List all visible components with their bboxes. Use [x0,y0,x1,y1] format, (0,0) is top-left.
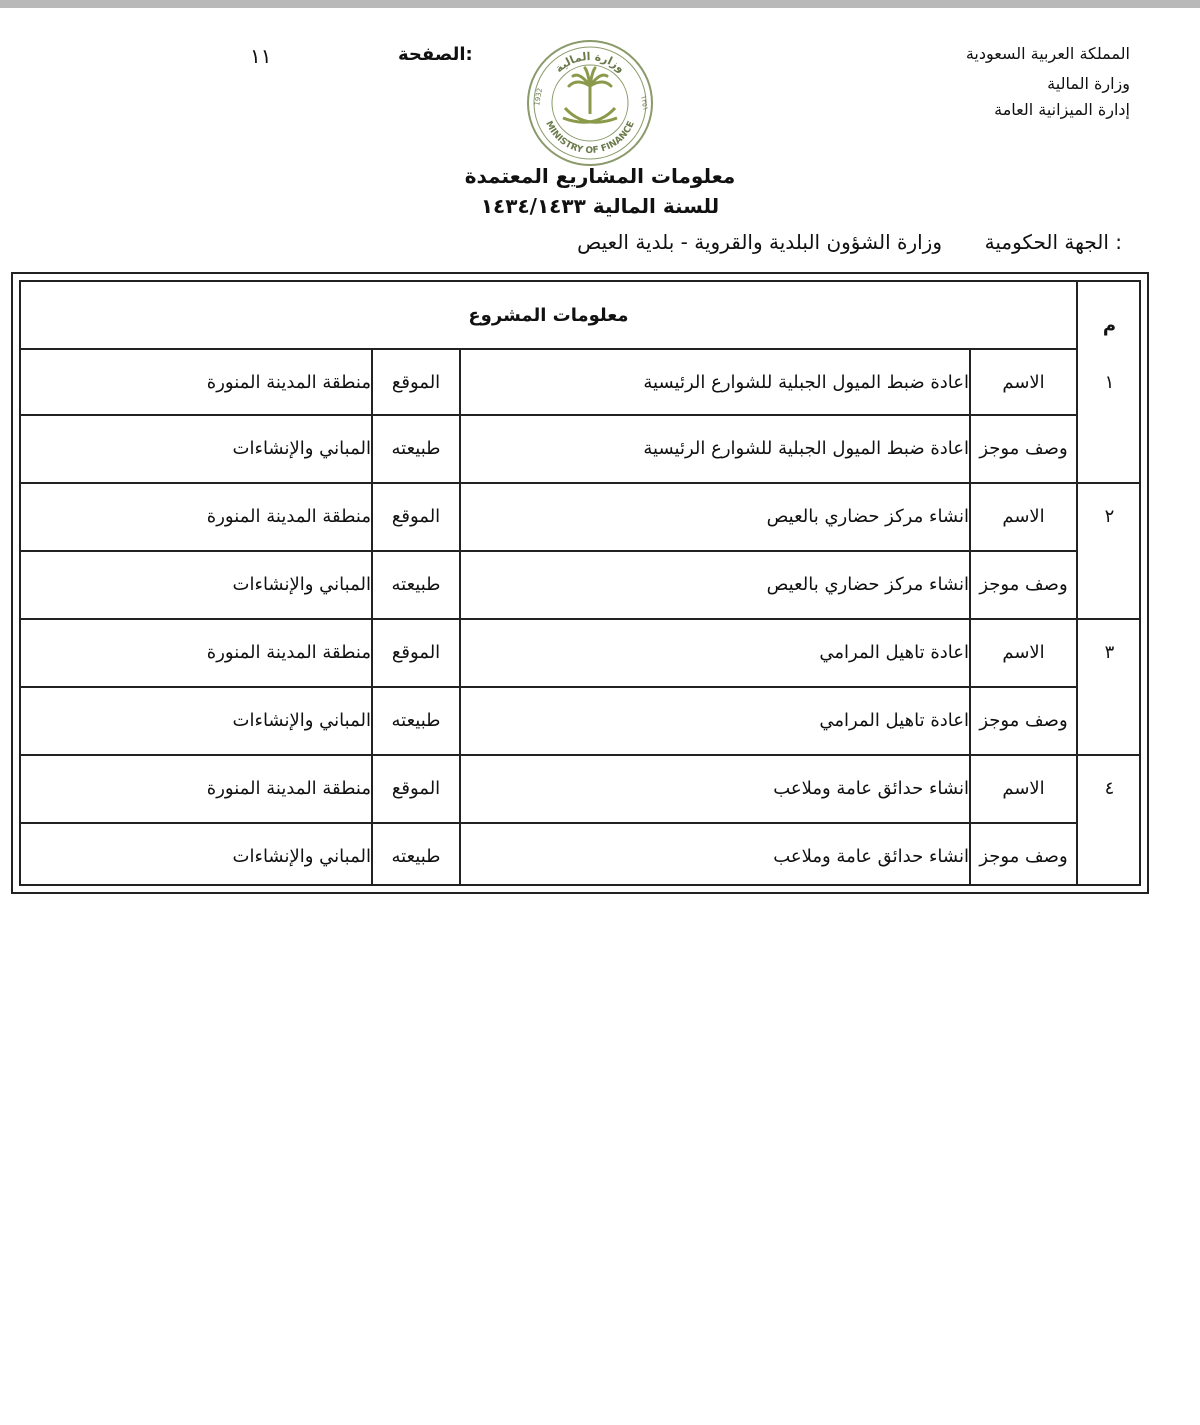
svg-text:1932: 1932 [533,87,545,107]
label-name: الاسم [1002,641,1045,663]
kingdom-name: المملكة العربية السعودية [965,44,1130,63]
label-nature: طبيعته [391,709,441,731]
project-location: منطقة المدينة المنورة [206,777,371,799]
label-desc: وصف موجز [979,573,1068,595]
label-location: الموقع [391,371,441,393]
project-nature: المباني والإنشاءات [232,573,371,595]
ministry-name: وزارة المالية [1047,74,1130,93]
col-info-header: معلومات المشروع [468,304,629,326]
project-number: ١ [1104,371,1115,393]
projects-table [11,272,1149,894]
project-location: منطقة المدينة المنورة [206,371,371,393]
project-desc: انشاء حدائق عامة وملاعب [773,845,969,867]
svg-text:وزارة المالية: وزارة المالية [552,49,628,76]
label-desc: وصف موجز [979,437,1068,459]
project-name: انشاء مركز حضاري بالعيص [766,505,969,527]
project-desc: انشاء مركز حضاري بالعيص [766,573,969,595]
label-nature: طبيعته [391,573,441,595]
page-number: ١١ [250,44,272,68]
project-location: منطقة المدينة المنورة [206,505,371,527]
svg-text:١٣٥١: ١٣٥١ [639,94,650,112]
col-num-header: م [1102,314,1117,336]
label-desc: وصف موجز [979,845,1068,867]
project-name: انشاء حدائق عامة وملاعب [773,777,969,799]
label-name: الاسم [1002,371,1045,393]
project-desc: اعادة تاهيل المرامي [819,709,969,731]
fiscal-year: للسنة المالية ١٤٣٤/١٤٣٣ [480,194,720,218]
label-location: الموقع [391,505,441,527]
label-name: الاسم [1002,777,1045,799]
label-nature: طبيعته [391,437,441,459]
department-name: إدارة الميزانية العامة [994,100,1130,119]
project-name: اعادة تاهيل المرامي [819,641,969,663]
project-name: اعادة ضبط الميول الجبلية للشوارع الرئيسية [643,371,969,393]
svg-text:MINISTRY OF FINANCE: MINISTRY OF FINANCE [543,119,637,157]
label-location: الموقع [391,641,441,663]
project-location: منطقة المدينة المنورة [206,641,371,663]
project-nature: المباني والإنشاءات [232,437,371,459]
gov-entity-label: الجهة الحكومية : [984,230,1122,254]
top-border [0,0,1200,8]
ministry-seal-logo [525,38,655,168]
label-nature: طبيعته [391,845,441,867]
project-number: ٣ [1104,641,1115,663]
project-desc: اعادة ضبط الميول الجبلية للشوارع الرئيسية [643,437,969,459]
label-name: الاسم [1002,505,1045,527]
projects-table-inner [19,280,1141,886]
gov-entity-value: وزارة الشؤون البلدية والقروية - بلدية العيص [577,230,942,254]
document-title: معلومات المشاريع المعتمدة [464,164,736,188]
project-number: ٤ [1104,777,1115,799]
project-nature: المباني والإنشاءات [232,709,371,731]
project-nature: المباني والإنشاءات [232,845,371,867]
label-desc: وصف موجز [979,709,1068,731]
label-location: الموقع [391,777,441,799]
page-label: الصفحة: [398,44,473,65]
project-number: ٢ [1104,505,1115,527]
